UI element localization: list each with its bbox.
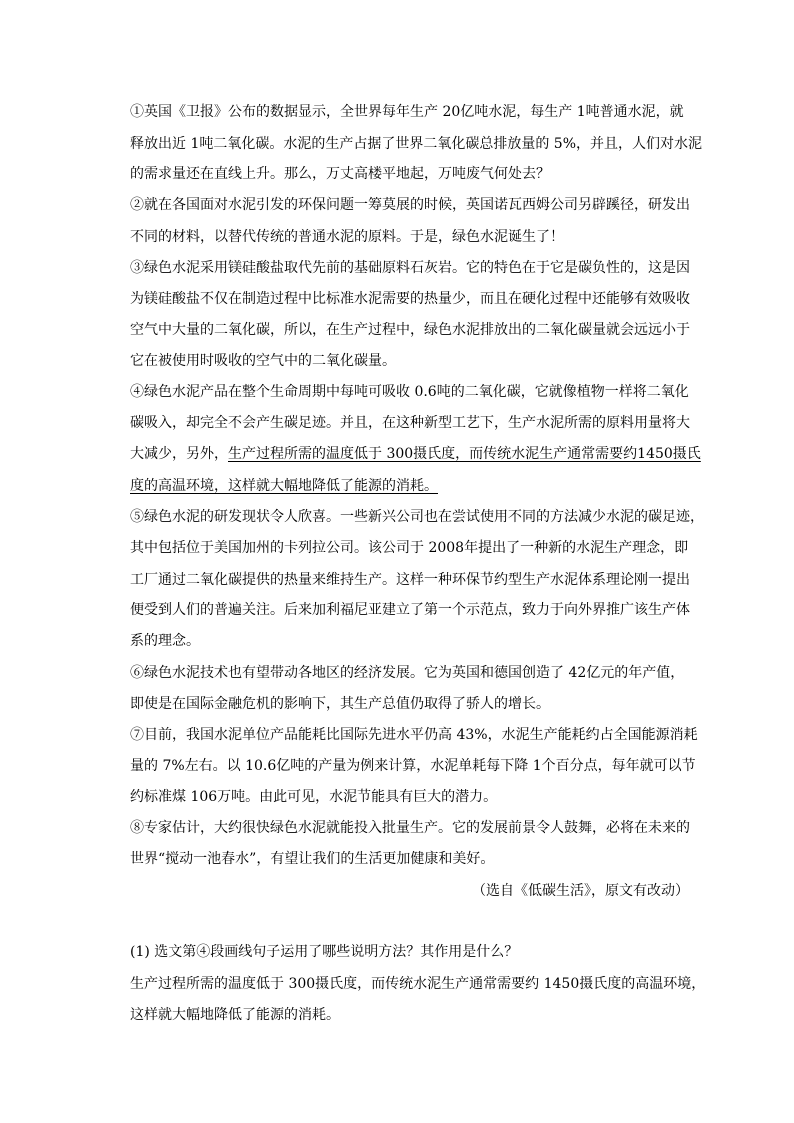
paragraph-5-line-5: 系的理念。 (130, 633, 200, 649)
paragraph-5-line-3: 工厂通过二氧化碳提供的热量来维持生产。这样一种环保节约型生产水泥体系理论刚一提出 (130, 572, 690, 588)
underlined-sentence-part-1: 生产过程所需的温度低于 300摄氏度，而传统水泥生产通常需要约1450摄氏 (228, 446, 701, 462)
paragraph-7-line-2: 量的 7%左右。以 10.6亿吨的产量为例来计算，水泥单耗每下降 1个百分点，每年就可以节 (130, 758, 696, 774)
paragraph-6-line-1: ⑥绿色水泥技术也有望带动各地区的经济发展。它为英国和德国创造了 42亿元的年产值， (130, 665, 685, 681)
paragraph-1-line-1: ①英国《卫报》公布的数据显示，全世界每年生产 20亿吨水泥，每生产 1吨普通水泥，就 (130, 104, 684, 120)
paragraph-8-line-1: ⑧专家估计，大约很快绿色水泥就能投入批量生产。它的发展前景令人鼓舞，必将在未来的 (130, 820, 690, 836)
paragraph-3-line-1: ③绿色水泥采用镁硅酸盐取代先前的基础原料石灰岩。它的特色在于它是碳负性的，这是因 (130, 260, 690, 276)
paragraph-1-line-2: 释放出近 1吨二氧化碳。水泥的生产占据了世界二氧化碳总排放量的 5%，并且，人们对水泥 (130, 136, 703, 152)
paragraph-5-line-4: 便受到人们的普遍关注。后来加利福尼亚建立了第一个示范点，致力于向外界推广该生产体 (130, 602, 690, 618)
paragraph-4-line-1: ④绿色水泥产品在整个生命周期中每吨可吸收 0.6吨的二氧化碳，它就像植物一样将二氧化 (130, 384, 689, 400)
paragraph-5-line-2: 其中包括位于美国加州的卡列拉公司。该公司于 2008年提出了一种新的水泥生产理念，即 (130, 540, 689, 556)
paragraph-1-line-3: 的需求量还在直线上升。那么，万丈高楼平地起，万吨废气何处去？ (130, 166, 550, 182)
paragraph-7-line-3: 约标准煤 106万吨。由此可见，水泥节能具有巨大的潜力。 (130, 789, 498, 805)
paragraph-8-line-2: 世界“搅动一池春水”，有望让我们的生活更加健康和美好。 (130, 851, 495, 867)
paragraph-4-line-4 (130, 476, 438, 496)
question-prompt: (1) 选文第④段画线句子运用了哪些说明方法？其作用是什么？ (130, 944, 519, 960)
paragraph-4-line-3-plain: 大减少，另外， (130, 446, 228, 462)
paragraph-4-line-3 (130, 444, 701, 464)
paragraph-6-line-2: 即使是在国际金融危机的影响下，其生产总值仍取得了骄人的增长。 (130, 696, 550, 712)
paragraph-4-line-2: 碳吸入，却完全不会产生碳足迹。并且，在这种新型工艺下，生产水泥所需的原料用量将大 (130, 415, 690, 431)
paragraph-3-line-3: 空气中大量的二氧化碳，所以，在生产过程中，绿色水泥排放出的二氧化碳量就会远远小于 (130, 322, 690, 338)
source-attribution: （选自《低碳生活》，原文有改动） (472, 883, 689, 899)
paragraph-5-line-1: ⑤绿色水泥的研发现状令人欣喜。一些新兴公司也在尝试使用不同的方法减少水泥的碳足迹， (130, 509, 704, 525)
question-quote-line-2: 这样就大幅地降低了能源的消耗。 (130, 1007, 340, 1023)
paragraph-2-line-1: ②就在各国面对水泥引发的环保问题一筹莫展的时候，英国诺瓦西姆公司另辟蹊径，研发出 (130, 197, 690, 213)
paragraph-2-line-2: 不同的材料，以替代传统的普通水泥的原料。于是，绿色水泥诞生了！ (130, 229, 564, 245)
question-quote-line-1: 生产过程所需的温度低于 300摄氏度，而传统水泥生产通常需要约 1450摄氏度的高温环境， (130, 976, 706, 992)
underlined-sentence-part-2: 度的高温环境，这样就大幅地降低了能源的消耗。 (130, 478, 438, 494)
paragraph-7-line-1: ⑦目前，我国水泥单位产品能耗比国际先进水平仍高 43%，水泥生产能耗约占全国能源消耗 (130, 727, 698, 743)
paragraph-3-line-2: 为镁硅酸盐不仅在制造过程中比标准水泥需要的热量少，而且在硬化过程中还能够有效吸收 (130, 291, 690, 307)
paragraph-3-line-4: 它在被使用时吸收的空气中的二氧化碳量。 (130, 353, 396, 369)
